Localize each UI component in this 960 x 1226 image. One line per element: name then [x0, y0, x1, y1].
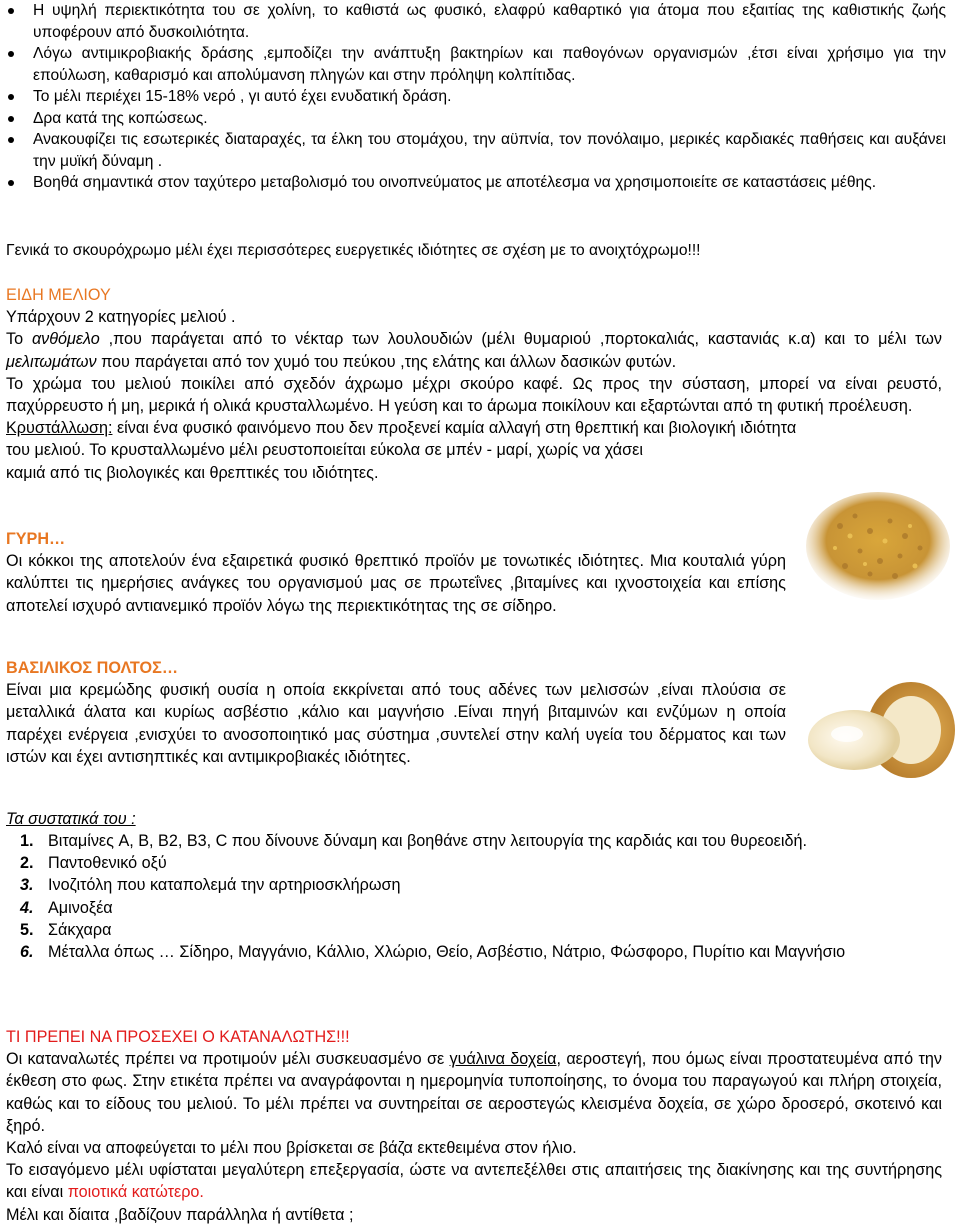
list-item: 5. Σάκχαρα: [20, 920, 112, 939]
list-item-text: Ανακουφίζει τις εσωτερικές διαταραχές, τα έλκη του στομάχου, την αϋπνία, τον πονόλαιμο, μερικές καρδιακές παθήσεις και αυξάνει την μυϊκή δύναμη .: [33, 131, 946, 170]
consumer-paragraph: Οι καταναλωτές πρέπει να προτιμούν μέλι συσκευασμένο σε γυάλινα δοχεία, αεροστεγή, που όμως είναι προστατευμένα από την έκθεση στο φως. Στην ετικέτα πρέπει να αναγράφονται η ημερομηνία τυποποίησης, το όνομα του παραγωγού και πλήρη στοιχεία, καθώς και το είδους του μελιού. Το μέλι πρέπει να συντηρείται σε αεροστεγώς κλεισμένα δοχεία, σε χώρο δροσερό, σκοτεινό και ξηρό.: [6, 1050, 942, 1135]
general-note: Γενικά το σκουρόχρωμο μέλι έχει περισσότερες ευεργετικές ιδιότητες σε σχέση με το ανοιχτόχρωμο!!!: [6, 242, 701, 259]
honey-types-heading: ΕΙΔΗ ΜΕΛΙΟΥ: [6, 286, 111, 304]
consumer-section: [6, 1026, 942, 1226]
honey-color-paragraph: Το χρώμα του μελιού ποικίλει από σχεδόν άχρωμο μέχρι σκούρο καφέ. Ως προς την σύσταση, μπορεί να είναι ρευστό, παχύρρευστο ή μη, μερικά ή ολικά κρυσταλλωμένο. Η γεύση και το άρωμα ποικίλουν και εξαρτώνται από τη φυτική προέλευση.: [6, 374, 942, 416]
bullet-icon: [8, 8, 14, 14]
honey-types-intro: Υπάρχουν 2 κατηγορίες μελιού .: [6, 308, 236, 327]
list-item: 1. Βιταμίνες A, B, B2, B3, C που δίνουνε δύναμη και βοηθάνε στην λειτουργία της καρδιάς και του θυρεοειδή.: [20, 832, 807, 850]
royal-jelly-photo: [799, 672, 959, 794]
consumer-heading: ΤΙ ΠΡΕΠΕΙ ΝΑ ΠΡΟΣΕΧΕΙ Ο ΚΑΤΑΝΑΛΩΤΗΣ!!!: [6, 1028, 350, 1046]
bullet-icon: [8, 137, 14, 143]
list-item-text: Λόγω αντιμικροβιακής δράσης ,εμποδίζει την ανάπτυξη βακτηρίων και παθογόνων οργανισμών ,έτσι είναι χρήσιμο για την επούλωση, καθαρισμό και απολύμανση πληγών και στην πρόληψη κολπίτιδας.: [33, 45, 946, 84]
list-item-text: Βοηθά σημαντικά στον ταχύτερο μεταβολισμό του οινοπνεύματος με αποτέλεσμα να χρησιμοποιείτε σε καταστάσεις μέθης.: [33, 174, 877, 191]
royal-jelly-section: [6, 657, 786, 768]
sun-exposure-paragraph: Καλό είναι να αποφεύγεται το μέλι που βρίσκεται σε βάζα εκτεθειμένα στον ήλιο.: [6, 1139, 577, 1158]
inferior-quality-term: ποιοτικά κατώτερο.: [67, 1183, 204, 1202]
pollen-photo: [800, 486, 956, 604]
diet-question: Μέλι και δίαιτα ,βαδίζουν παράλληλα ή αντίθετα ;: [6, 1205, 354, 1224]
emphasis-term: μελιτωμάτων: [6, 352, 97, 371]
list-item: 6. Μέταλλα όπως … Σίδηρο, Μαγγάνιο, Κάλλιο, Χλώριο, Θείο, Ασβέστιο, Νάτριο, Φώσφορο, Πυρίτιο και Μαγνήσιο: [20, 943, 846, 962]
pollen-section: [6, 528, 786, 617]
imported-honey-paragraph: Το εισαγόμενο μέλι υφίσταται μεγαλύτερη επεξεργασία, ώστε να αντεπεξέλθει στις απαιτήσεις της διακίνησης και της συντήρησης και είναι ποιοτικά κατώτερο.: [6, 1161, 942, 1202]
crystallization-label: Κρυστάλλωση:: [6, 419, 113, 438]
benefits-list: [6, 0, 946, 194]
royal-jelly-paragraph: Είναι μια κρεμώδης φυσική ουσία η οποία εκκρίνεται από τους αδένες των μελισσών ,είναι πλούσια σε μεταλλικά άλατα και κυρίως ασβέστιο ,κάλιο και μαγνήσιο .Είναι πηγή βιταμινών και ενζύμων η οποία παρέχει ενέργεια ,ενισχύει το ανοσοποιητικό μας σύστημα ,συντελεί στην καλή υγεία του δέρματος και των ιστών και έχει αντισηπτικές και αντιμικροβιακές ιδιότητες.: [6, 681, 786, 766]
honey-types-section: [6, 284, 942, 484]
glass-containers-term: γυάλινα δοχεία: [449, 1050, 557, 1069]
list-item: 3. Ινοζιτόλη που καταπολεμά την αρτηριοσκλήρωση: [20, 876, 401, 895]
crystallization-paragraph: Κρυστάλλωση: είναι ένα φυσικό φαινόμενο που δεν προξενεί καμία αλλαγή στη θρεπτική και βιολογική ιδιότητα του μελιού. Το κρυσταλλωμένο μέλι ρευστοποιείται εύκολα σε μπέν - μαρί, χωρίς να χάσει καμιά από τις βιολογικές και θρεπτικές του ιδιότητες.: [6, 419, 797, 482]
honey-types-paragraph: Το ανθόμελο ,που παράγεται από το νέκταρ των λουλουδιών (μέλι θυμαριού ,πορτοκαλιάς, καστανιάς κ.α) και το μέλι των μελιτωμάτων που παράγεται από τον χυμό του πεύκου ,της ελάτης και άλλων δασικών φυτών.: [6, 330, 943, 371]
list-item: [6, 172, 946, 194]
list-item: [6, 43, 946, 86]
bullet-icon: [8, 116, 14, 122]
ingredients-list: [6, 830, 942, 963]
list-item-text: Η υψηλή περιεκτικότητα του σε χολίνη, το καθιστά ως φυσικό, ελαφρύ καθαρτικό για άτομα που εξαιτίας της καθιστικής ζωής υποφέρουν από δυσκοιλιότητα.: [33, 2, 946, 41]
bullet-icon: [8, 51, 14, 57]
royal-jelly-heading: ΒΑΣΙΛΙΚΟΣ ΠΟΛΤΟΣ…: [6, 659, 179, 677]
emphasis-term: ανθόμελο: [31, 330, 100, 349]
list-item: [6, 129, 946, 172]
pollen-heading: ΓΥΡΗ…: [6, 530, 66, 548]
list-item: [6, 108, 946, 130]
list-item-text: Το μέλι περιέχει 15-18% νερό , γι αυτό έχει ενυδατική δράση.: [33, 88, 452, 105]
pollen-paragraph: Οι κόκκοι της αποτελούν ένα εξαιρετικά φυσικό θρεπτικό προϊόν με τονωτικές ιδιότητες. Μια κουταλιά γύρη καλύπτει τις ημερήσιες ανάγκες του οργανισμού μας σε πρωτεΐνες ,βιταμίνες και ιχνοστοιχεία και επίσης αποτελεί ισχυρό αντιανεμικό προϊόν λόγω της περιεκτικότητας της σε σίδηρο.: [6, 552, 786, 615]
list-item: 4. Αμινοξέα: [20, 898, 113, 917]
list-item-text: Δρα κατά της κοπώσεως.: [33, 109, 208, 127]
ingredients-heading: Τα συστατικά του :: [6, 810, 136, 828]
bullet-icon: [8, 94, 14, 100]
list-item: 2. Παντοθενικό οξύ: [20, 854, 167, 873]
list-item: [6, 86, 946, 108]
list-item: [6, 0, 946, 43]
bullet-icon: [8, 180, 14, 186]
